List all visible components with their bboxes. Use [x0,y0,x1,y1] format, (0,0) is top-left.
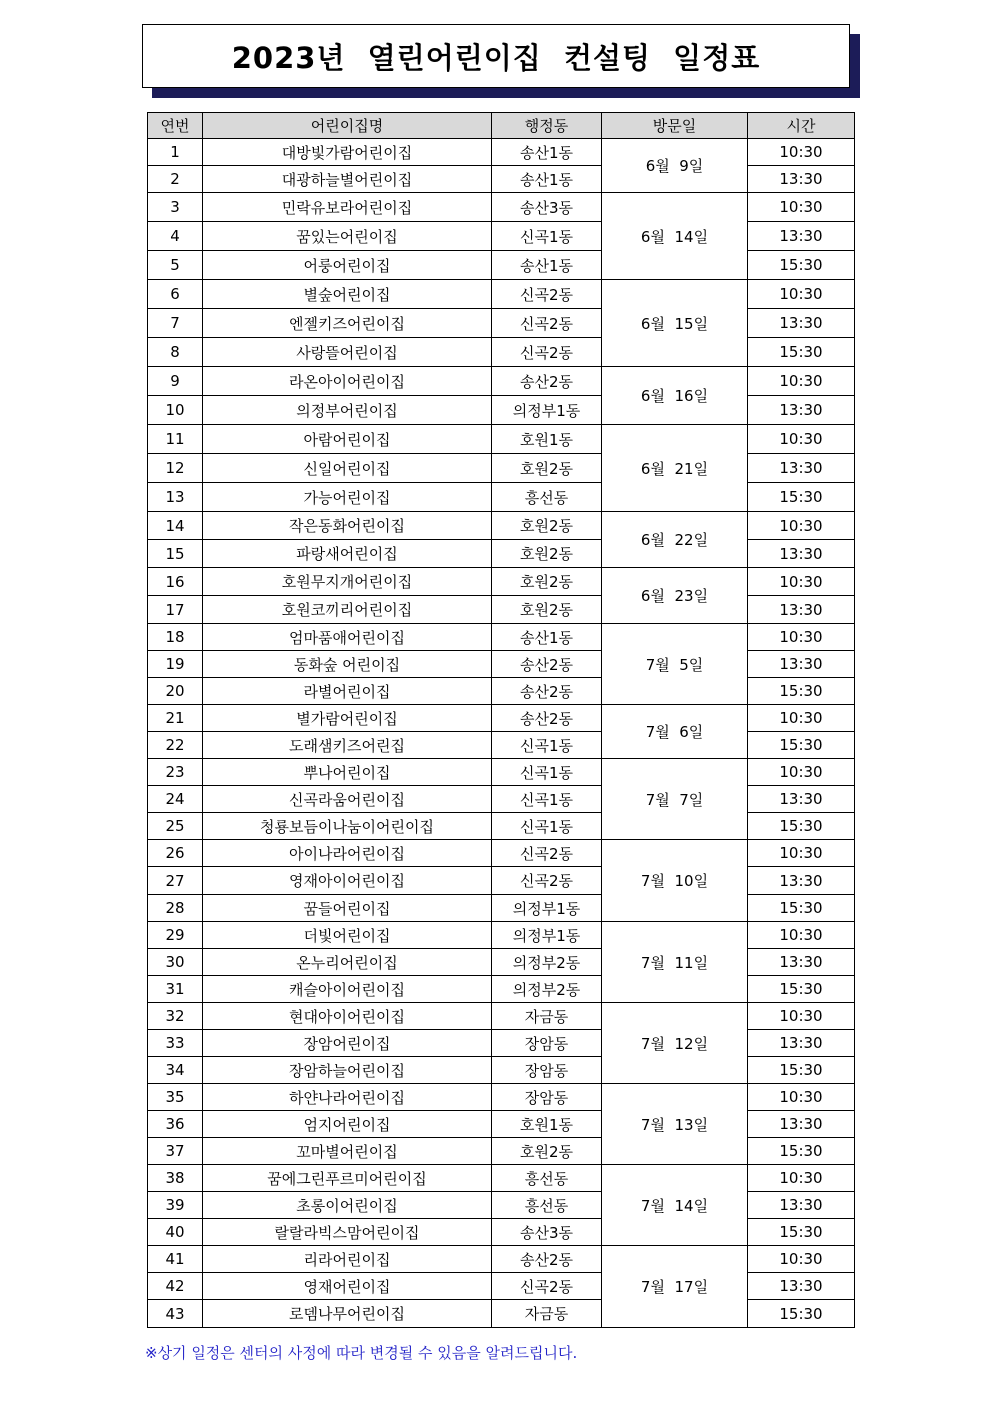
row-number: 20 [148,678,203,705]
district: 의정부1동 [492,396,602,425]
visit-date: 6월 22일 [602,512,748,568]
daycare-name: 영재아이어린이집 [203,867,492,895]
table-row [148,759,855,786]
daycare-name: 꿈있는어린이집 [203,222,492,251]
table-row [148,1084,855,1111]
daycare-name: 아이나라어린이집 [203,840,492,867]
daycare-name: 별가람어린이집 [203,705,492,732]
table-row [148,251,855,280]
district: 신곡2동 [492,309,602,338]
daycare-name: 별숲어린이집 [203,280,492,309]
row-number: 7 [148,309,203,338]
row-number: 39 [148,1192,203,1219]
district: 호원2동 [492,540,602,568]
district: 의정부1동 [492,922,602,949]
visit-time: 15:30 [748,1300,855,1328]
daycare-name: 호원무지개어린이집 [203,568,492,596]
row-number: 34 [148,1057,203,1084]
table-row [148,596,855,624]
row-number: 14 [148,512,203,540]
table-row [148,193,855,222]
table-row [148,922,855,949]
table-row [148,678,855,705]
visit-time: 13:30 [748,786,855,813]
district: 신곡1동 [492,813,602,840]
visit-time: 13:30 [748,1192,855,1219]
district: 흥선동 [492,1165,602,1192]
district: 신곡2동 [492,867,602,895]
footnote: ※상기 일정은 센터의 사정에 따라 변경될 수 있음을 알려드립니다. [145,1344,578,1362]
visit-date: 7월 13일 [602,1084,748,1165]
visit-time: 13:30 [748,867,855,895]
daycare-name: 엄지어린이집 [203,1111,492,1138]
visit-time: 10:30 [748,1003,855,1030]
visit-time: 10:30 [748,1165,855,1192]
district: 송산1동 [492,251,602,280]
table-row [148,976,855,1003]
visit-time: 10:30 [748,512,855,540]
daycare-name: 어룽어린이집 [203,251,492,280]
district: 신곡2동 [492,1273,602,1300]
district: 신곡1동 [492,222,602,251]
daycare-name: 뿌나어린이집 [203,759,492,786]
table-row [148,705,855,732]
visit-time: 15:30 [748,483,855,512]
district: 흥선동 [492,1192,602,1219]
table-row [148,1057,855,1084]
row-number: 27 [148,867,203,895]
district: 신곡1동 [492,759,602,786]
row-number: 5 [148,251,203,280]
row-number: 35 [148,1084,203,1111]
visit-date: 6월 21일 [602,425,748,512]
visit-date: 7월 10일 [602,840,748,922]
table-body [148,139,855,1328]
daycare-name: 온누리어린이집 [203,949,492,976]
district: 송산2동 [492,678,602,705]
row-number: 19 [148,651,203,678]
visit-time: 13:30 [748,1030,855,1057]
district: 송산2동 [492,1246,602,1273]
table-row [148,280,855,309]
daycare-name: 호원코끼리어린이집 [203,596,492,624]
visit-date: 6월 23일 [602,568,748,624]
table-row [148,568,855,596]
daycare-name: 현대아이어린이집 [203,1003,492,1030]
header-visit-date: 방문일 [602,113,748,139]
visit-time: 15:30 [748,732,855,759]
daycare-name: 라온아이어린이집 [203,367,492,396]
visit-time: 10:30 [748,139,855,166]
visit-time: 13:30 [748,222,855,251]
daycare-name: 영재어린이집 [203,1273,492,1300]
visit-time: 10:30 [748,193,855,222]
district: 호원2동 [492,1138,602,1165]
table-row [148,1246,855,1273]
row-number: 3 [148,193,203,222]
visit-date: 6월 14일 [602,193,748,280]
table-row [148,1165,855,1192]
district: 자금동 [492,1003,602,1030]
daycare-name: 엄마품애어린이집 [203,624,492,651]
daycare-name: 리라어린이집 [203,1246,492,1273]
table-row [148,895,855,922]
district: 의정부2동 [492,949,602,976]
table-row [148,840,855,867]
row-number: 33 [148,1030,203,1057]
row-number: 31 [148,976,203,1003]
row-number: 29 [148,922,203,949]
daycare-name: 가능어린이집 [203,483,492,512]
district: 장암동 [492,1030,602,1057]
district: 송산2동 [492,651,602,678]
daycare-name: 로뎀나무어린이집 [203,1300,492,1328]
table-row [148,396,855,425]
header-time: 시간 [748,113,855,139]
visit-time: 10:30 [748,1246,855,1273]
daycare-name: 꿈에그린푸르미어린이집 [203,1165,492,1192]
visit-time: 15:30 [748,976,855,1003]
table-row [148,338,855,367]
visit-time: 13:30 [748,166,855,193]
visit-time: 13:30 [748,309,855,338]
visit-date: 7월 11일 [602,922,748,1003]
table-row [148,367,855,396]
district: 흥선동 [492,483,602,512]
visit-time: 10:30 [748,280,855,309]
table-row [148,1219,855,1246]
row-number: 40 [148,1219,203,1246]
daycare-name: 파랑새어린이집 [203,540,492,568]
district: 송산2동 [492,367,602,396]
visit-time: 15:30 [748,1057,855,1084]
visit-time: 10:30 [748,922,855,949]
table-row [148,1300,855,1328]
visit-time: 13:30 [748,651,855,678]
visit-time: 13:30 [748,596,855,624]
row-number: 9 [148,367,203,396]
row-number: 16 [148,568,203,596]
district: 자금동 [492,1300,602,1328]
visit-time: 10:30 [748,367,855,396]
row-number: 22 [148,732,203,759]
district: 신곡2동 [492,338,602,367]
schedule-table [147,112,855,1328]
row-number: 2 [148,166,203,193]
row-number: 23 [148,759,203,786]
daycare-name: 동화숲 어린이집 [203,651,492,678]
row-number: 17 [148,596,203,624]
visit-time: 10:30 [748,425,855,454]
table-row [148,867,855,895]
district: 호원1동 [492,1111,602,1138]
visit-time: 13:30 [748,454,855,483]
daycare-name: 라별어린이집 [203,678,492,705]
district: 신곡1동 [492,786,602,813]
daycare-name: 사랑뜰어린이집 [203,338,492,367]
visit-time: 15:30 [748,895,855,922]
row-number: 13 [148,483,203,512]
visit-time: 13:30 [748,1273,855,1300]
row-number: 32 [148,1003,203,1030]
table-row [148,732,855,759]
row-number: 38 [148,1165,203,1192]
table-row [148,786,855,813]
row-number: 12 [148,454,203,483]
visit-date: 7월 6일 [602,705,748,759]
table-header-row [148,113,855,139]
header-no: 연번 [148,113,203,139]
row-number: 26 [148,840,203,867]
visit-date: 7월 7일 [602,759,748,840]
header-district: 행정동 [492,113,602,139]
table-row [148,624,855,651]
table-row [148,540,855,568]
table-row [148,512,855,540]
district: 송산1동 [492,166,602,193]
visit-time: 15:30 [748,251,855,280]
district: 신곡2동 [492,280,602,309]
table-row [148,425,855,454]
visit-date: 7월 12일 [602,1003,748,1084]
district: 호원1동 [492,425,602,454]
row-number: 18 [148,624,203,651]
daycare-name: 꿈들어린이집 [203,895,492,922]
visit-time: 15:30 [748,1219,855,1246]
daycare-name: 청룡보듬이나눔이어린이집 [203,813,492,840]
table-row [148,813,855,840]
row-number: 25 [148,813,203,840]
row-number: 28 [148,895,203,922]
daycare-name: 대방빛가람어린이집 [203,139,492,166]
visit-time: 13:30 [748,396,855,425]
table-row [148,309,855,338]
row-number: 37 [148,1138,203,1165]
visit-date: 7월 14일 [602,1165,748,1246]
row-number: 8 [148,338,203,367]
daycare-name: 의정부어린이집 [203,396,492,425]
row-number: 1 [148,139,203,166]
visit-time: 13:30 [748,540,855,568]
table-row [148,222,855,251]
table-row [148,1111,855,1138]
daycare-name: 민락유보라어린이집 [203,193,492,222]
district: 호원2동 [492,512,602,540]
row-number: 41 [148,1246,203,1273]
visit-time: 13:30 [748,1111,855,1138]
table-row [148,949,855,976]
row-number: 6 [148,280,203,309]
district: 호원2동 [492,454,602,483]
row-number: 36 [148,1111,203,1138]
daycare-name: 작은동화어린이집 [203,512,492,540]
daycare-name: 신일어린이집 [203,454,492,483]
daycare-name: 도래샘키즈어린집 [203,732,492,759]
visit-time: 15:30 [748,813,855,840]
table-row [148,1273,855,1300]
district: 송산1동 [492,624,602,651]
district: 의정부1동 [492,895,602,922]
header-daycare-name: 어린이집명 [203,113,492,139]
daycare-name: 캐슬아이어린이집 [203,976,492,1003]
visit-date: 6월 16일 [602,367,748,425]
table-row [148,454,855,483]
daycare-name: 장암어린이집 [203,1030,492,1057]
visit-time: 10:30 [748,705,855,732]
row-number: 24 [148,786,203,813]
visit-date: 7월 5일 [602,624,748,705]
district: 호원2동 [492,596,602,624]
daycare-name: 장암하늘어린이집 [203,1057,492,1084]
table-row [148,1138,855,1165]
row-number: 10 [148,396,203,425]
district: 장암동 [492,1057,602,1084]
table-row [148,1192,855,1219]
visit-time: 10:30 [748,624,855,651]
row-number: 11 [148,425,203,454]
daycare-name: 꼬마별어린이집 [203,1138,492,1165]
visit-time: 15:30 [748,338,855,367]
district: 장암동 [492,1084,602,1111]
district: 송산3동 [492,193,602,222]
daycare-name: 대광하늘별어린이집 [203,166,492,193]
page-title: 2023년 열린어린이집 컨설팅 일정표 [142,24,850,88]
district: 신곡2동 [492,840,602,867]
title-banner [142,24,860,98]
visit-time: 15:30 [748,678,855,705]
row-number: 30 [148,949,203,976]
daycare-name: 신곡라움어린이집 [203,786,492,813]
table-row [148,139,855,166]
visit-time: 10:30 [748,759,855,786]
row-number: 43 [148,1300,203,1328]
table-row [148,651,855,678]
row-number: 21 [148,705,203,732]
visit-date: 6월 15일 [602,280,748,367]
table-row [148,483,855,512]
district: 의정부2동 [492,976,602,1003]
daycare-name: 엔젤키즈어린이집 [203,309,492,338]
visit-date: 6월 9일 [602,139,748,193]
district: 호원2동 [492,568,602,596]
visit-time: 13:30 [748,949,855,976]
row-number: 4 [148,222,203,251]
district: 송산1동 [492,139,602,166]
visit-time: 10:30 [748,1084,855,1111]
daycare-name: 초롱이어린이집 [203,1192,492,1219]
daycare-name: 하얀나라어린이집 [203,1084,492,1111]
row-number: 15 [148,540,203,568]
visit-time: 10:30 [748,568,855,596]
daycare-name: 더빛어린이집 [203,922,492,949]
visit-time: 15:30 [748,1138,855,1165]
district: 신곡1동 [492,732,602,759]
table-row [148,166,855,193]
table-row [148,1003,855,1030]
district: 송산2동 [492,705,602,732]
district: 송산3동 [492,1219,602,1246]
row-number: 42 [148,1273,203,1300]
visit-time: 10:30 [748,840,855,867]
daycare-name: 아람어린이집 [203,425,492,454]
daycare-name: 랄랄라빅스맘어린이집 [203,1219,492,1246]
visit-date: 7월 17일 [602,1246,748,1328]
table-row [148,1030,855,1057]
